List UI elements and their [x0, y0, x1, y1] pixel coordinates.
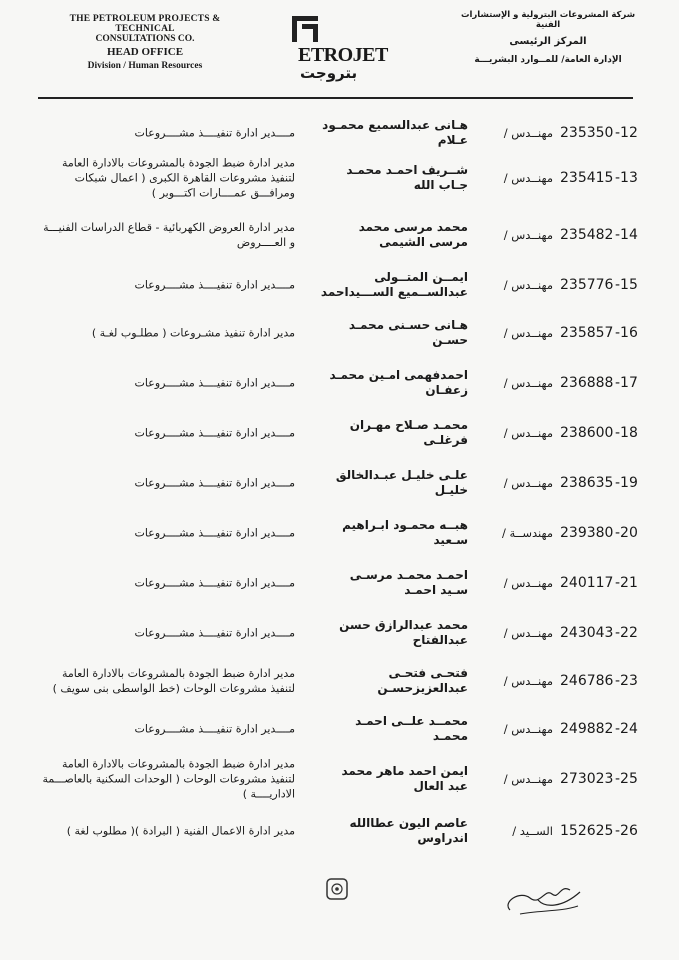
head-office-label-ar: المركز الرئيسى	[509, 36, 587, 47]
position-text: مــــدير ادارة تنفيــــذ مشــــروعات	[134, 626, 295, 640]
employee-code: 249882	[560, 721, 614, 737]
row-number: -12	[615, 125, 638, 141]
employee-code: 243043	[560, 625, 614, 641]
employee-code: 235415	[560, 170, 614, 186]
employee-code: 238600	[560, 425, 614, 441]
position-text: مــــدير ادارة تنفيــــذ مشــــروعات	[134, 376, 295, 390]
table-row	[0, 460, 679, 506]
employee-title: الســيد /	[512, 824, 553, 838]
row-number: -21	[615, 575, 638, 591]
employee-title: مهنــدس /	[503, 376, 553, 390]
table-row	[0, 560, 679, 606]
employee-code: 235776	[560, 277, 614, 293]
row-number: -17	[615, 375, 638, 391]
employee-code: 240117	[560, 575, 614, 591]
row-number: -14	[615, 227, 638, 243]
employee-code: 273023	[560, 771, 614, 787]
signature	[500, 880, 600, 920]
employee-code: 235350	[560, 125, 614, 141]
employee-name: محمــد علــى احمـد محمـد	[355, 714, 468, 743]
employee-title: مهنــدس /	[503, 772, 553, 786]
employee-name: هـانى عبدالسميع محمـود عـلام	[322, 118, 468, 147]
employee-name: شــريف احمـد محمـد جـاب الله	[346, 163, 468, 192]
row-number: -15	[615, 277, 638, 293]
employee-code: 238635	[560, 475, 614, 491]
row-number: -19	[615, 475, 638, 491]
table-row	[0, 706, 679, 752]
position-text: مــــدير ادارة تنفيــــذ مشــــروعات	[134, 576, 295, 590]
division-label-ar: الإدارة العامة/ للمــوارد البشريـــة	[474, 55, 622, 65]
employee-code: 236888	[560, 375, 614, 391]
employee-title: مهنــدس /	[503, 626, 553, 640]
table-row	[0, 410, 679, 456]
position-text: مدير ادارة ضبط الجودة بالمشروعات بالادارة العامة لتنفيذ مشروعات الوحات (خط الواسطى بنى سويف )	[52, 667, 295, 695]
head-office-label: HEAD OFFICE	[106, 46, 184, 58]
header-right	[453, 10, 643, 65]
position-text: مــــدير ادارة تنفيــــذ مشــــروعات	[134, 278, 295, 292]
company-name-en: THE PETROLEUM PROJECTS & TECHNICAL	[69, 14, 221, 34]
employee-title: مهنــدس /	[503, 722, 553, 736]
employee-name: ايمــن المتــولى عبدالســميع الســـيداحمد	[320, 270, 468, 299]
employee-name: احمـد محمـد مرسـى سـيد احمـد	[349, 568, 468, 597]
logo-text-en: ETROJET	[298, 44, 388, 66]
company-name-en-2: CONSULTATIONS CO.	[95, 34, 195, 44]
employee-name: عاصم اليون عطاالله اندراوس	[349, 816, 468, 845]
employee-title: مهنــدس /	[503, 126, 553, 140]
position-text: مدير ادارة العروض الكهربائية - قطاع الدراسات الفنيـــة و العــــروض	[43, 221, 295, 249]
employee-title: مهنــدس /	[503, 576, 553, 590]
table-row	[0, 610, 679, 656]
row-number: -25	[615, 771, 638, 787]
petrojet-mark-icon	[290, 14, 320, 44]
employee-title: مهندســة /	[501, 526, 553, 540]
table-row	[0, 310, 679, 356]
table-row	[0, 262, 679, 308]
position-text: مــــدير ادارة تنفيــــذ مشــــروعات	[134, 426, 295, 440]
table-row	[0, 658, 679, 704]
row-number: -26	[615, 823, 638, 839]
employee-code: 246786	[560, 673, 614, 689]
employee-name: هبــه محمـود ابـراهيم سـعيد	[342, 518, 468, 547]
employee-name: محمد عبدالرازق حسن عبدالفتاح	[339, 618, 468, 647]
row-number: -16	[615, 325, 638, 341]
employee-title: مهنــدس /	[503, 426, 553, 440]
employee-name: محمـد صـلاح مهـران فرغلـى	[349, 418, 468, 447]
petrojet-logo	[284, 10, 404, 80]
position-text: مــــدير ادارة تنفيــــذ مشــــروعات	[134, 722, 295, 736]
employee-name: فتحـى فتحـى عبدالعزيزحسـن	[377, 666, 468, 695]
employee-code: 152625	[560, 823, 614, 839]
employee-title: مهنــدس /	[503, 326, 553, 340]
employee-code: 235482	[560, 227, 614, 243]
division-label: Division / Human Resources	[87, 61, 203, 71]
employee-name: محمد مرسى محمد مرسى الشيمى	[358, 220, 468, 249]
table-row	[0, 155, 679, 201]
table-row	[0, 510, 679, 556]
table-row	[0, 212, 679, 258]
row-number: -18	[615, 425, 638, 441]
row-number: -13	[615, 170, 638, 186]
position-text: مدير ادارة تنفيذ مشـروعات ( مطلـوب لغـة )	[91, 326, 295, 340]
header-divider	[38, 97, 633, 99]
row-number: -20	[615, 525, 638, 541]
row-number: -23	[615, 673, 638, 689]
employee-title: مهنــدس /	[503, 228, 553, 242]
table-row	[0, 808, 679, 854]
position-text: مــــدير ادارة تنفيــــذ مشــــروعات	[134, 476, 295, 490]
position-text: مــــدير ادارة تنفيــــذ مشــــروعات	[134, 126, 295, 140]
logo-text-ar: بتروجت	[300, 64, 358, 82]
table-row	[0, 110, 679, 156]
employee-name: ايمن احمد ماهر محمد عبد العال	[341, 764, 468, 793]
employee-title: مهنــدس /	[503, 278, 553, 292]
page-stamp-icon	[326, 878, 348, 900]
company-name-ar: شركة المشروعات البترولية و الإستشارات الفنية	[460, 10, 636, 30]
employee-code: 235857	[560, 325, 614, 341]
row-number: -24	[615, 721, 638, 737]
employee-name: احمدفهمى امـين محمـد زعفـان	[329, 368, 468, 397]
row-number: -22	[615, 625, 638, 641]
employee-title: مهنــدس /	[503, 476, 553, 490]
header-left	[40, 14, 250, 71]
position-text: مدير ادارة ضبط الجودة بالمشروعات بالادارة العامة لتنفيذ مشروعات الوحات ( الوحدات السكنية بالعاصـــمة الاداريــــة )	[42, 757, 295, 801]
employee-title: مهنــدس /	[503, 171, 553, 185]
position-text: مــــدير ادارة تنفيــــذ مشــــروعات	[134, 526, 295, 540]
table-row	[0, 360, 679, 406]
position-text: مدير ادارة الاعمال الفنية ( البرادة )( مطلوب لغة )	[66, 824, 295, 838]
employee-title: مهنــدس /	[503, 674, 553, 688]
employee-name: هـانى حسـنى محمـد حسـن	[348, 318, 468, 347]
employee-code: 239380	[560, 525, 614, 541]
table-row	[0, 756, 679, 802]
employee-name: علـى خليـل عبـدالخالق خليـل	[335, 468, 468, 497]
position-text: مدير ادارة ضبط الجودة بالمشروعات بالادارة العامة لتنفيذ مشروعات القاهرة الكبرى ( اعمال شبكات ومرافـــق عمــــارات اكتـــوبر )	[62, 156, 295, 200]
